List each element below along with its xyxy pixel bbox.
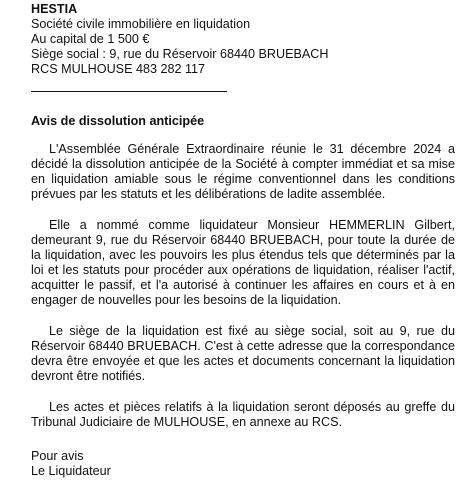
paragraph-seat: Le siège de la liquidation est fixé au siège social, soit au 9, rue du Réservoir 68440 BRUEBACH. C'est à cette adresse que la correspondance devra être envoyée et que les actes et documents concernant la liquidation devront être notifiés. <box>31 324 455 383</box>
legal-notice <box>31 2 455 479</box>
company-capital: Au capital de 1 500 € <box>31 32 150 46</box>
closing-line: Pour avis <box>31 449 84 463</box>
separator-line <box>31 77 227 92</box>
company-address: Siège social : 9, rue du Réservoir 68440 BRUEBACH <box>31 47 329 61</box>
company-legal-form: Société civile immobilière en liquidation <box>31 17 251 31</box>
paragraph-dissolution: L'Assemblée Générale Extraordinaire réunie le 31 décembre 2024 a décidé la dissolution anticipée de la Société à compter immédiat et sa mise en liquidation amiable sous le régime conventionnel dans les conditions prévues par les statuts et les délibérations de ladite assemblée. <box>31 142 455 201</box>
company-registration: RCS MULHOUSE 483 282 117 <box>31 62 206 76</box>
signature-block <box>31 449 455 479</box>
signatory: Le Liquidateur <box>31 464 111 478</box>
paragraph-liquidator: Elle a nommé comme liquidateur Monsieur HEMMERLIN Gilbert, demeurant 9, rue du Réservoir 68440 BRUEBACH, pour toute la durée de la liquidation, avec les pouvoirs les plus étendus tels que déterminés par la loi et les statuts pour procéder aux opérations de liquidation, réaliser l'actif, acquitter le passif, et l'a autorisé à continuer les affaires en cours et à en engager de nouvelles pour les besoins de la liquidation. <box>31 218 455 307</box>
notice-title: Avis de dissolution anticipée <box>31 114 205 128</box>
paragraph-filing: Les actes et pièces relatifs à la liquidation seront déposés au greffe du Tribunal Judiciaire de MULHOUSE, en annexe au RCS. <box>31 400 455 429</box>
company-name: HESTIA <box>31 2 78 16</box>
